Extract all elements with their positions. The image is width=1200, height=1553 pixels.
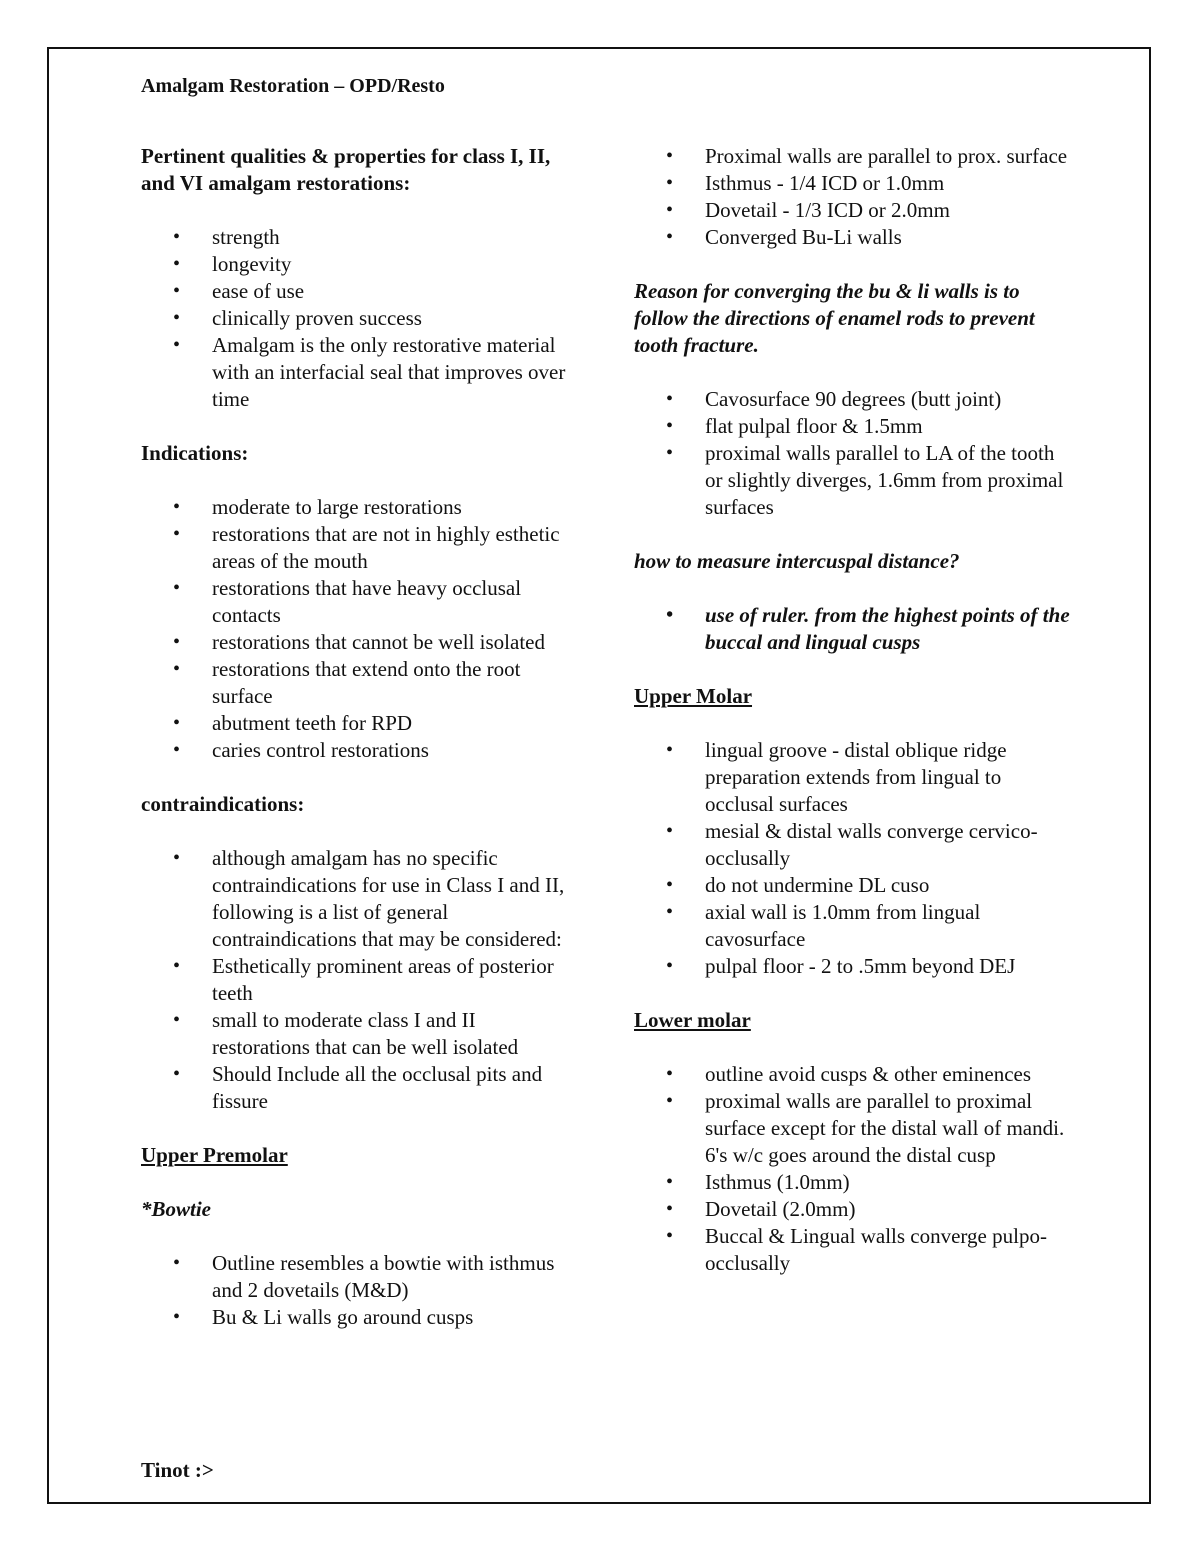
footer-note: Tinot :> — [141, 1458, 214, 1482]
section-heading-upper-premolar: Upper Premolar — [141, 1143, 288, 1167]
list-item: • Converged Bu-Li walls — [634, 224, 1074, 251]
list-item: • Isthmus (1.0mm) — [634, 1169, 1074, 1196]
list-item: • mesial & distal walls converge cervico-occlusally — [634, 818, 1074, 872]
list-item: • Proximal walls are parallel to prox. surface — [634, 143, 1074, 170]
list-item: • Cavosurface 90 degrees (butt joint) — [634, 386, 1074, 413]
list-item: • pulpal floor - 2 to .5mm beyond DEJ — [634, 953, 1074, 980]
intercuspal-question: how to measure intercuspal distance? — [634, 549, 960, 573]
reason-note: Reason for converging the bu & li walls is to follow the directions of enamel rods to prevent tooth fracture. — [634, 279, 1035, 357]
list-item: • caries control restorations — [141, 737, 566, 764]
premolar-continued-list — [634, 143, 1074, 251]
list-item: • restorations that have heavy occlusal contacts — [141, 575, 566, 629]
list-item: • Bu & Li walls go around cusps — [141, 1304, 566, 1331]
list-item: • ease of use — [141, 278, 566, 305]
list-item: • Buccal & Lingual walls converge pulpo-occlusally — [634, 1223, 1074, 1277]
list-item: • Outline resembles a bowtie with isthmus and 2 dovetails (M&D) — [141, 1250, 566, 1304]
list-item: • small to moderate class I and II restorations that can be well isolated — [141, 1007, 566, 1061]
list-item: • Esthetically prominent areas of posterior teeth — [141, 953, 566, 1007]
list-item: • outline avoid cusps & other eminences — [634, 1061, 1074, 1088]
lower-molar-list — [634, 1061, 1074, 1277]
section-heading-properties: Pertinent qualities & properties for class I, II, and VI amalgam restorations: — [141, 144, 551, 195]
list-item: • proximal walls are parallel to proximal surface except for the distal wall of mandi. 6's w/c goes around the distal cusp — [634, 1088, 1074, 1169]
section-heading-contraindications: contraindications: — [141, 792, 305, 816]
list-item: • longevity — [141, 251, 566, 278]
list-item: • restorations that cannot be well isolated — [141, 629, 566, 656]
list-item: • Amalgam is the only restorative material with an interfacial seal that improves over time — [141, 332, 566, 413]
list-item: • use of ruler. from the highest points of the buccal and lingual cusps — [634, 602, 1074, 656]
left-column — [141, 143, 566, 1358]
list-item: • Dovetail (2.0mm) — [634, 1196, 1074, 1223]
list-item: • abutment teeth for RPD — [141, 710, 566, 737]
list-item: • clinically proven success — [141, 305, 566, 332]
indications-list — [141, 494, 566, 764]
list-item: • although amalgam has no specific contraindications for use in Class I and II, following is a list of general contraindications that may be considered: — [141, 845, 566, 953]
right-column — [634, 143, 1074, 1304]
subheading-bowtie: *Bowtie — [141, 1197, 212, 1221]
upper-molar-list — [634, 737, 1074, 980]
list-item: • do not undermine DL cuso — [634, 872, 1074, 899]
intercuspal-answer-list — [634, 602, 1074, 656]
upper-premolar-list — [141, 1250, 566, 1331]
list-item: • Should Include all the occlusal pits and fissure — [141, 1061, 566, 1115]
list-item: • restorations that extend onto the root surface — [141, 656, 566, 710]
list-item: • proximal walls parallel to LA of the tooth or slightly diverges, 1.6mm from proximal surfaces — [634, 440, 1074, 521]
list-item: • lingual groove - distal oblique ridge preparation extends from lingual to occlusal surfaces — [634, 737, 1074, 818]
section-heading-indications: Indications: — [141, 441, 249, 465]
list-item: • moderate to large restorations — [141, 494, 566, 521]
contraindications-list — [141, 845, 566, 1115]
list-item: • restorations that are not in highly esthetic areas of the mouth — [141, 521, 566, 575]
list-item: • Dovetail - 1/3 ICD or 2.0mm — [634, 197, 1074, 224]
properties-list — [141, 224, 566, 413]
cavity-details-list — [634, 386, 1074, 521]
list-item: • flat pulpal floor & 1.5mm — [634, 413, 1074, 440]
document-title: Amalgam Restoration – OPD/Resto — [141, 75, 445, 97]
list-item: • Isthmus - 1/4 ICD or 1.0mm — [634, 170, 1074, 197]
list-item: • strength — [141, 224, 566, 251]
section-heading-lower-molar: Lower molar — [634, 1008, 751, 1032]
section-heading-upper-molar: Upper Molar — [634, 684, 753, 708]
list-item: • axial wall is 1.0mm from lingual cavosurface — [634, 899, 1074, 953]
